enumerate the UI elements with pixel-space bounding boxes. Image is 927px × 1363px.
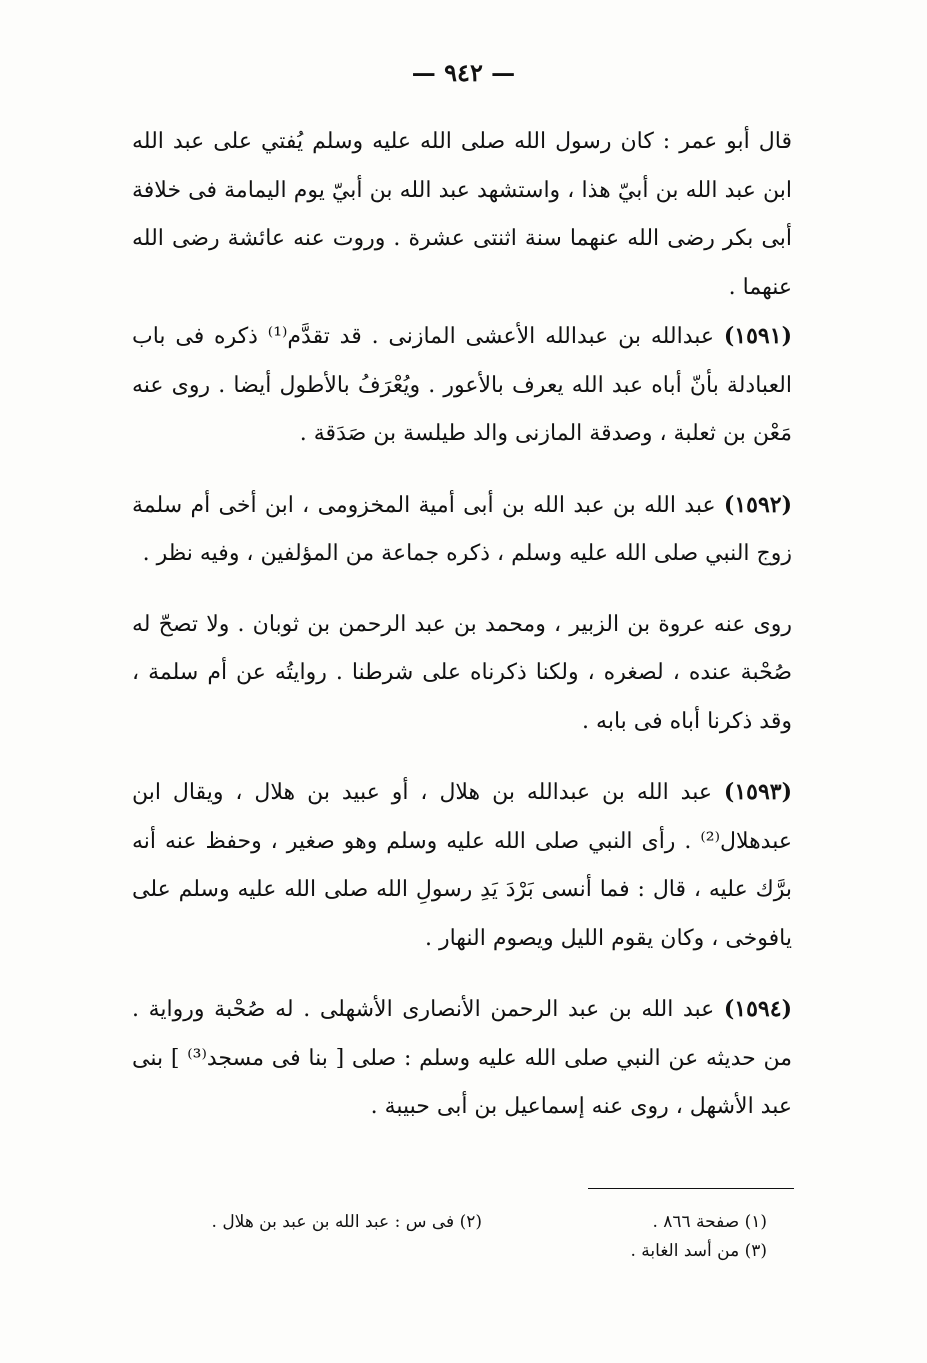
footnote-3: (٣) من أسد الغابة . xyxy=(630,1241,767,1261)
entry-text: عبد الله بن عبدالله بن هلال ، أو عبيد بن هلال ، ويقال ابن عبدهلال⁽²⁾ . رأى النبي صلى الله عليه وسلم وهو صغير ، وحفظ عنه أنه برَّك عليه ، قال : فما أنسى بَرْدَ يَدِ رسولِ الله صلى الله عليه وسلم على يافوخى ، وكان يقوم الليل ويصوم النهار . xyxy=(132,780,792,951)
entry-number: (١٥٩٣) xyxy=(723,779,793,805)
entry-text: عبد الله بن عبد الله بن أبى أمية المخزومى ، ابن أخى أم سلمة زوج النبي صلى الله عليه وسلم ، ذكره جماعة من المؤلفين ، وفيه نظر . xyxy=(132,492,792,566)
footnote-separator xyxy=(588,1188,794,1189)
entry-1591 xyxy=(132,312,792,459)
entry-1593 xyxy=(132,768,792,963)
entry-1594 xyxy=(132,985,792,1132)
intro-paragraph: قال أبو عمر : كان رسول الله صلى الله عليه وسلم يُفتي على عبد الله ابن عبد الله بن أبيّ هذا ، واستشهد عبد الله بن أبيّ يوم اليمامة فى خلافة أبى بكر رضى الله عنهما سنة اثنتى عشرة . وروت عنه عائشة رضى الله عنهما . xyxy=(132,129,792,300)
page-number: — ٩٤٢ — xyxy=(411,58,516,87)
entry-number: (١٥٩٢) xyxy=(723,491,792,518)
entry-1592 xyxy=(132,481,792,579)
footnote-1: (١) صفحة ٨٦٦ . xyxy=(652,1212,767,1232)
entry-text: عبدالله بن عبدالله الأعشى المازنى . قد تقدَّم⁽¹⁾ ذكره فى باب العبادلة بأنّ أباه عبد الله يعرف بالأعور . ويُعْرَفُ بالأطول أيضا . روى عنه مَعْن بن ثعلبة ، وصدقة المازنى والد طيلسة بن صَدَقة . xyxy=(132,324,792,446)
entry-1592-continuation: روى عنه عروة بن الزبير ، ومحمد بن عبد الرحمن بن ثوبان . ولا تصحّ له صُحْبة عنده ، لصغره ، ولكنا ذكرناه على شرطنا . روايتُه عن أم سلمة ، وقد ذكرنا أباه فى بابه . xyxy=(132,611,792,734)
page-body xyxy=(132,118,792,1132)
entry-number: (١٥٩١) xyxy=(723,323,792,349)
footnote-2: (٢) فى س : عبد الله بن عبد بن هلال . xyxy=(211,1212,482,1232)
entry-text: عبد الله بن عبد الرحمن الأنصارى الأشهلى . له صُحْبة ورواية . من حديثه عن النبي صلى الله عليه وسلم : صلى [ بنا فى مسجد⁽³⁾ ] بنى عبد الأشهل ، روى عنه إسماعيل بن أبى حبيبة . xyxy=(132,997,792,1119)
entry-number: (١٥٩٤) xyxy=(723,996,792,1022)
